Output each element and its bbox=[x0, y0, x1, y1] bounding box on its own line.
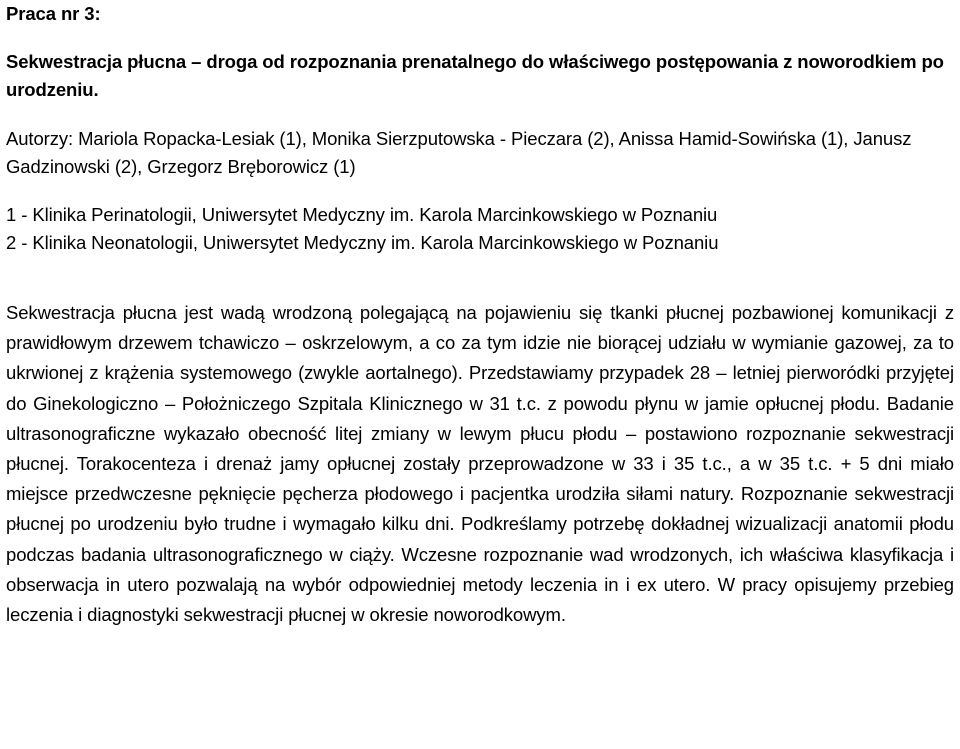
affiliation-1: 1 - Klinika Perinatologii, Uniwersytet Medyczny im. Karola Marcinkowskiego w Poznaniu bbox=[6, 204, 718, 225]
abstract-text: Sekwestracja płucna jest wadą wrodzoną polegającą na pojawieniu się tkanki płucnej pozbawionej komunikacji z prawidłowym drzewem tchawiczo – oskrzelowym, a co za tym idzie nie biorącej udziału w wymianie gazowej, za to ukrwionej z krążenia systemowego (zwykle aortalnego). Przedstawiamy przypadek 28 – letniej pierworódki przyjętej do Ginekologiczno – Położniczego Szpitala Klinicznego w 31 t.c. z powodu płynu w jamie opłucnej płodu. Badanie ultrasonograficzne wykazało obecność litej zmiany w lewym płucu płodu – postawiono rozpoznanie sekwestracji płucnej. Torakocenteza i drenaż jamy opłucnej zostały przeprowadzone w 33 i 35 t.c., a w 35 t.c. + 5 dni miało miejsce przedwczesne pęknięcie pęcherza płodowego i pacjentka urodziła siłami natury. Rozpoznanie sekwestracji płucnej po urodzeniu było trudne i wymagało kilku dni. Podkreślamy potrzebę dokładnej wizualizacji anatomii płodu podczas badania ultrasonograficznego w ciąży. Wczesne rozpoznanie wad wrodzonych, ich właściwa klasyfikacja i obserwacja in utero pozwalają na wybór odpowiedniej metody leczenia in i ex utero. W pracy opisujemy przebieg leczenia i diagnostyki sekwestracji płucnej w okresie noworodkowym. bbox=[6, 302, 954, 626]
authors-line: Autorzy: Mariola Ropacka-Lesiak (1), Monika Sierzputowska - Pieczara (2), Anissa Hamid-Sowińska (1), Janusz Gadzinowski (2), Grzegorz Bręborowicz (1) bbox=[6, 128, 912, 177]
affiliations-block bbox=[6, 201, 956, 257]
work-number-label: Praca nr 3: bbox=[6, 3, 101, 24]
paper-title: Sekwestracja płucna – droga od rozpoznania prenatalnego do właściwego postępowania z noworodkiem po urodzeniu. bbox=[6, 51, 944, 100]
affiliation-2: 2 - Klinika Neonatologii, Uniwersytet Medyczny im. Karola Marcinkowskiego w Poznaniu bbox=[6, 232, 719, 253]
document-page bbox=[6, 0, 956, 630]
